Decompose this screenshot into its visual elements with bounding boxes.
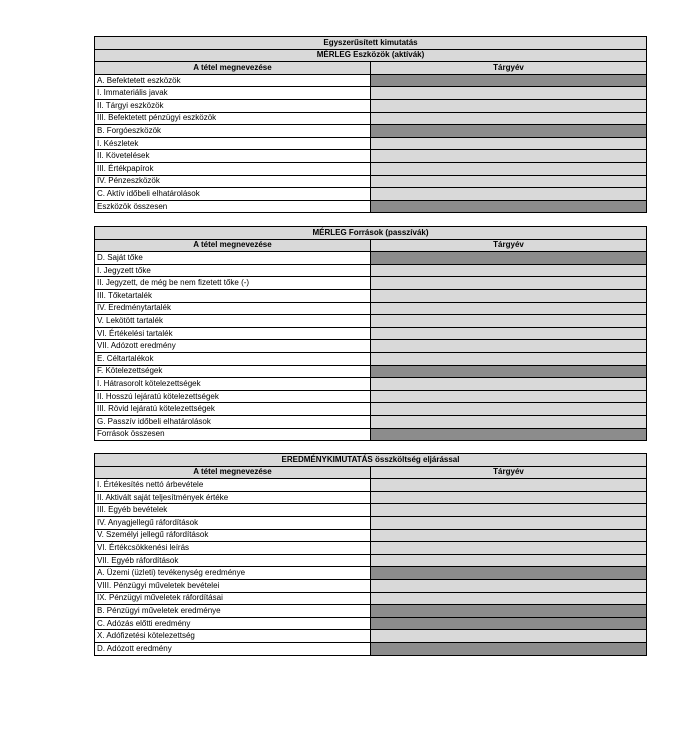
table-row <box>95 289 647 302</box>
column-header-name: A tétel megnevezése <box>95 239 371 252</box>
row-label: A. Üzemi (üzleti) tevékenység eredménye <box>95 567 371 580</box>
row-label: F. Kötelezettségek <box>95 365 371 378</box>
row-label: D. Adózott eredmény <box>95 642 371 655</box>
year-value-cell <box>371 378 647 391</box>
row-label: VII. Egyéb ráfordítások <box>95 554 371 567</box>
income-table <box>94 453 647 656</box>
table-row <box>95 137 647 150</box>
table-row <box>95 74 647 87</box>
main-title: Egyszerűsített kimutatás <box>95 37 647 50</box>
table-row <box>95 554 647 567</box>
liabilities-table <box>94 226 647 441</box>
year-value-cell <box>371 642 647 655</box>
row-label: IV. Eredménytartalék <box>95 302 371 315</box>
income-header-row <box>95 466 647 479</box>
column-header-year: Tárgyév <box>371 62 647 75</box>
year-value-cell <box>371 277 647 290</box>
row-label: II. Követelések <box>95 150 371 163</box>
year-value-cell <box>371 630 647 643</box>
liabilities-title: MÉRLEG Források (passzívák) <box>95 227 647 240</box>
assets-title: MÉRLEG Eszközök (aktívák) <box>95 49 647 62</box>
table-row <box>95 605 647 618</box>
column-header-year: Tárgyév <box>371 239 647 252</box>
table-row <box>95 516 647 529</box>
table-row <box>95 428 647 441</box>
year-value-cell <box>371 74 647 87</box>
row-label: C. Adózás előtti eredmény <box>95 617 371 630</box>
table-row <box>95 162 647 175</box>
table-row <box>95 365 647 378</box>
row-label: I. Készletek <box>95 137 371 150</box>
row-label: IV. Pénzeszközök <box>95 175 371 188</box>
table-row <box>95 277 647 290</box>
year-value-cell <box>371 554 647 567</box>
row-label: I. Hátrasorolt kötelezettségek <box>95 378 371 391</box>
year-value-cell <box>371 327 647 340</box>
table-row <box>95 491 647 504</box>
row-label: C. Aktív időbeli elhatárolások <box>95 188 371 201</box>
year-value-cell <box>371 162 647 175</box>
year-value-cell <box>371 340 647 353</box>
row-label: A. Befektetett eszközök <box>95 74 371 87</box>
table-row <box>95 579 647 592</box>
table-row <box>95 112 647 125</box>
year-value-cell <box>371 99 647 112</box>
table-row <box>95 302 647 315</box>
assets-title-row <box>95 49 647 62</box>
year-value-cell <box>371 302 647 315</box>
table-row <box>95 479 647 492</box>
table-row <box>95 378 647 391</box>
table-row <box>95 415 647 428</box>
year-value-cell <box>371 137 647 150</box>
table-row <box>95 390 647 403</box>
year-value-cell <box>371 579 647 592</box>
row-label: V. Személyi jellegű ráfordítások <box>95 529 371 542</box>
year-value-cell <box>371 112 647 125</box>
table-row <box>95 175 647 188</box>
year-value-cell <box>371 428 647 441</box>
row-label: IV. Anyagjellegű ráfordítások <box>95 516 371 529</box>
year-value-cell <box>371 605 647 618</box>
table-row <box>95 592 647 605</box>
year-value-cell <box>371 592 647 605</box>
row-label: D. Saját tőke <box>95 252 371 265</box>
table-row <box>95 340 647 353</box>
table-row <box>95 327 647 340</box>
year-value-cell <box>371 617 647 630</box>
income-title: EREDMÉNYKIMUTATÁS összköltség eljárással <box>95 454 647 467</box>
year-value-cell <box>371 125 647 138</box>
row-label: IX. Pénzügyi műveletek ráfordításai <box>95 592 371 605</box>
year-value-cell <box>371 491 647 504</box>
income-title-row <box>95 454 647 467</box>
year-value-cell <box>371 567 647 580</box>
row-label: III. Értékpapírok <box>95 162 371 175</box>
year-value-cell <box>371 252 647 265</box>
year-value-cell <box>371 87 647 100</box>
row-label: V. Lekötött tartalék <box>95 315 371 328</box>
liabilities-sheet <box>94 226 647 441</box>
row-label: II. Hosszú lejáratú kötelezettségek <box>95 390 371 403</box>
year-value-cell <box>371 390 647 403</box>
table-row <box>95 567 647 580</box>
income-body <box>95 454 647 656</box>
income-sheet <box>94 453 647 656</box>
table-row <box>95 542 647 555</box>
year-value-cell <box>371 175 647 188</box>
column-header-name: A tétel megnevezése <box>95 466 371 479</box>
assets-body <box>95 37 647 213</box>
table-row <box>95 150 647 163</box>
row-label: VII. Adózott eredmény <box>95 340 371 353</box>
row-label: III. Tőketartalék <box>95 289 371 302</box>
row-label: Eszközök összesen <box>95 200 371 213</box>
column-header-name: A tétel megnevezése <box>95 62 371 75</box>
row-label: VI. Értékcsökkenési leírás <box>95 542 371 555</box>
assets-sheet <box>94 36 647 213</box>
year-value-cell <box>371 315 647 328</box>
liabilities-header-row <box>95 239 647 252</box>
assets-header-row <box>95 62 647 75</box>
year-value-cell <box>371 289 647 302</box>
row-label: B. Forgóeszközök <box>95 125 371 138</box>
table-row <box>95 617 647 630</box>
row-label: VI. Értékelési tartalék <box>95 327 371 340</box>
table-row <box>95 642 647 655</box>
row-label: II. Tárgyi eszközök <box>95 99 371 112</box>
row-label: III. Befektetett pénzügyi eszközök <box>95 112 371 125</box>
row-label: I. Immateriális javak <box>95 87 371 100</box>
table-row <box>95 630 647 643</box>
row-label: G. Passzív időbeli elhatárolások <box>95 415 371 428</box>
column-header-year: Tárgyév <box>371 466 647 479</box>
year-value-cell <box>371 188 647 201</box>
year-value-cell <box>371 365 647 378</box>
year-value-cell <box>371 542 647 555</box>
table-row <box>95 403 647 416</box>
year-value-cell <box>371 403 647 416</box>
year-value-cell <box>371 479 647 492</box>
row-label: II. Aktivált saját teljesítmények értéke <box>95 491 371 504</box>
year-value-cell <box>371 200 647 213</box>
year-value-cell <box>371 150 647 163</box>
year-value-cell <box>371 352 647 365</box>
year-value-cell <box>371 415 647 428</box>
table-row <box>95 188 647 201</box>
table-row <box>95 315 647 328</box>
row-label: III. Rövid lejáratú kötelezettségek <box>95 403 371 416</box>
row-label: X. Adófizetési kötelezettség <box>95 630 371 643</box>
table-row <box>95 504 647 517</box>
table-row <box>95 87 647 100</box>
table-row <box>95 252 647 265</box>
liabilities-title-row <box>95 227 647 240</box>
main-title-row <box>95 37 647 50</box>
year-value-cell <box>371 264 647 277</box>
table-row <box>95 125 647 138</box>
table-row <box>95 99 647 112</box>
row-label: I. Értékesítés nettó árbevétele <box>95 479 371 492</box>
row-label: Források összesen <box>95 428 371 441</box>
year-value-cell <box>371 516 647 529</box>
table-row <box>95 529 647 542</box>
assets-table <box>94 36 647 213</box>
table-row <box>95 264 647 277</box>
table-row <box>95 200 647 213</box>
row-label: VIII. Pénzügyi műveletek bevételei <box>95 579 371 592</box>
table-row <box>95 352 647 365</box>
liabilities-body <box>95 227 647 441</box>
year-value-cell <box>371 504 647 517</box>
row-label: B. Pénzügyi műveletek eredménye <box>95 605 371 618</box>
row-label: E. Céltartalékok <box>95 352 371 365</box>
row-label: I. Jegyzett tőke <box>95 264 371 277</box>
year-value-cell <box>371 529 647 542</box>
row-label: III. Egyéb bevételek <box>95 504 371 517</box>
row-label: II. Jegyzett, de még be nem fizetett tőke (-) <box>95 277 371 290</box>
